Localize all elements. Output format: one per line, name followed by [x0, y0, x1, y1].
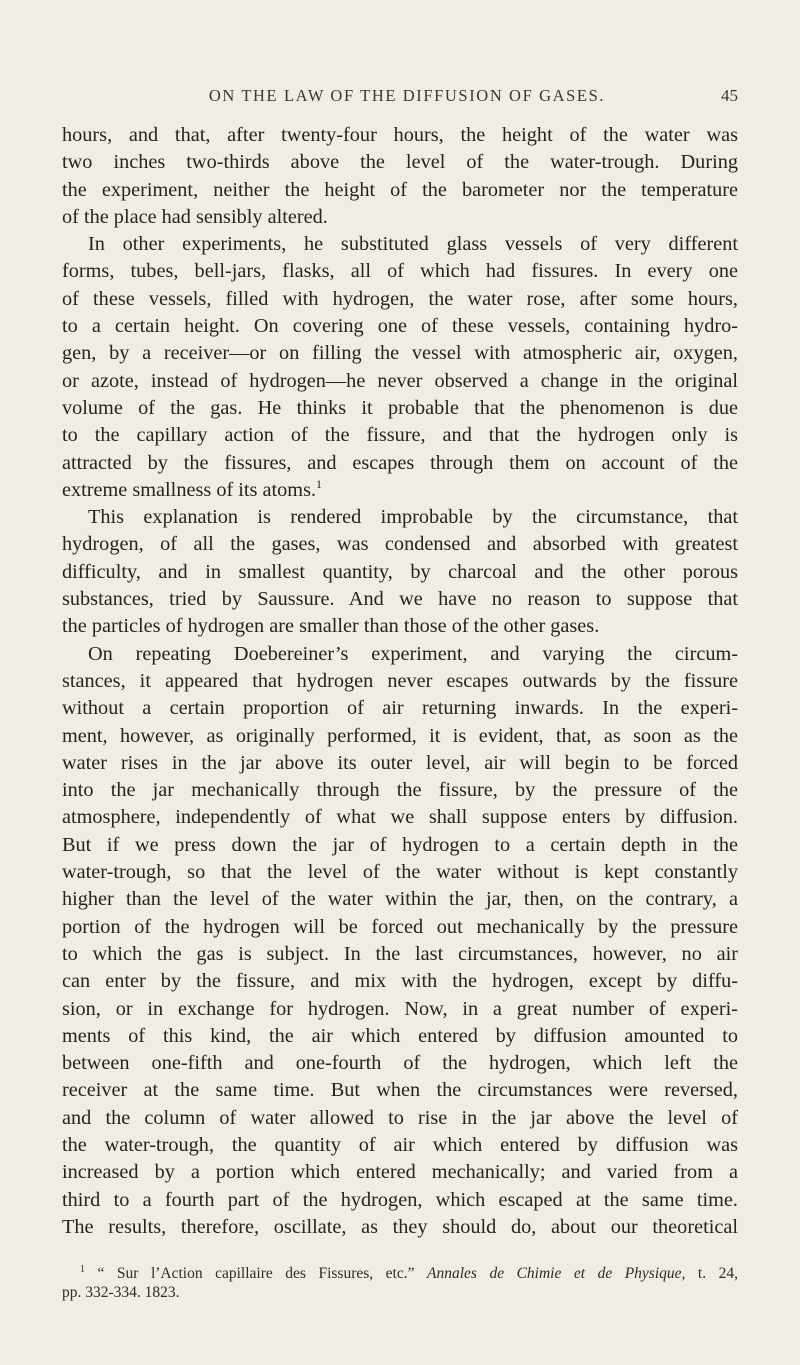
text-line: higher than the level of the water within the jar, then, on the contrary, a — [62, 888, 738, 911]
text-line: into the jar mechanically through the fissure, by the pressure of the — [62, 779, 738, 802]
text-line: atmosphere, independently of what we shall suppose enters by diffusion. — [62, 806, 738, 829]
footnote — [62, 1264, 738, 1302]
text-line: ments of this kind, the air which entered by diffusion amounted to — [62, 1024, 738, 1047]
text-line: The results, therefore, oscillate, as they should do, about our theoretical — [62, 1215, 738, 1238]
text-line: the particles of hydrogen are smaller than those of the other gases. — [62, 615, 600, 638]
text-line: In other experiments, he substituted glass vessels of very different — [88, 233, 738, 256]
text-line: hours, and that, after twenty-four hours, the height of the water was — [62, 124, 738, 146]
text-line: portion of the hydrogen will be forced out mechanically by the pressure — [62, 915, 738, 938]
text-line: volume of the gas. He thinks it probable that the phenomenon is due — [62, 396, 738, 419]
text-line: forms, tubes, bell-jars, flasks, all of which had fissures. In every one — [62, 260, 738, 283]
text-line: of the place had sensibly altered. — [62, 205, 328, 228]
text-line: to the capillary action of the fissure, and that the hydrogen only is — [62, 424, 738, 447]
text-line: water rises in the jar above its outer level, air will begin to be forced — [62, 751, 738, 774]
footnote-citation: “ Sur l’Action capillaire des Fissures, etc.” — [97, 1265, 415, 1282]
text-line: ment, however, as originally performed, it is evident, that, as soon as the — [62, 724, 738, 747]
text-line: stances, it appeared that hydrogen never escapes outwards by the fissure — [62, 669, 738, 692]
text-line: to which the gas is subject. In the last circumstances, however, no air — [62, 942, 738, 965]
text-line: sion, or in exchange for hydrogen. Now, in a great number of experi- — [62, 997, 738, 1020]
footnote-mark: 1 — [80, 1263, 85, 1275]
text-line: two inches two-thirds above the level of the water-trough. During — [62, 151, 738, 174]
page-number: 45 — [721, 86, 738, 105]
text-line: and the column of water allowed to rise in the jar above the level of — [62, 1106, 738, 1129]
text-line: third to a fourth part of the hydrogen, which escaped at the same time. — [62, 1188, 738, 1211]
text-line: hydrogen, of all the gases, was condensed and absorbed with greatest — [62, 533, 738, 556]
text-line — [62, 477, 738, 504]
footnote-line — [62, 1264, 738, 1283]
text-line: On repeating Doebereiner’s experiment, and varying the circum- — [88, 642, 738, 665]
body-text — [62, 122, 738, 1241]
footnote-reference: 1 — [316, 477, 323, 492]
text-line: of these vessels, filled with hydrogen, the water rose, after some hours, — [62, 287, 738, 310]
text-line: or azote, instead of hydrogen—he never observed a change in the original — [62, 369, 738, 392]
running-title: ON THE LAW OF THE DIFFUSION OF GASES. — [208, 86, 606, 105]
text-line: the water-trough, the quantity of air which entered by diffusion was — [62, 1133, 738, 1156]
text-line: difficulty, and in smallest quantity, by charcoal and the other porous — [62, 560, 738, 583]
text-line-content: extreme smallness of its atoms. — [62, 478, 317, 501]
text-line: without a certain proportion of air returning inwards. In the experi- — [62, 697, 738, 720]
text-line: But if we press down the jar of hydrogen to a certain depth in the — [62, 833, 738, 856]
text-line: substances, tried by Saussure. And we have no reason to suppose that — [62, 588, 738, 611]
text-line: to a certain height. On covering one of these vessels, containing hydro- — [62, 315, 738, 338]
text-line: water-trough, so that the level of the water without is kept constantly — [62, 861, 738, 884]
text-line: gen, by a receiver—or on filling the vessel with atmospheric air, oxygen, — [62, 342, 738, 365]
footnote-line: pp. 332-334. 1823. — [62, 1284, 180, 1301]
footnote-journal: Annales de Chimie et de Physique, — [427, 1265, 686, 1282]
text-line: the experiment, neither the height of the barometer nor the temperature — [62, 178, 738, 201]
text-line: can enter by the fissure, and mix with the hydrogen, except by diffu- — [62, 970, 738, 993]
text-line: This explanation is rendered improbable by the circumstance, that — [88, 506, 738, 529]
footnote-volume: t. 24, — [697, 1265, 738, 1282]
text-line: receiver at the same time. But when the circumstances were reversed, — [62, 1079, 738, 1102]
text-line: between one-fifth and one-fourth of the hydrogen, which left the — [62, 1052, 738, 1075]
text-line: attracted by the fissures, and escapes through them on account of the — [62, 451, 738, 474]
text-line: increased by a portion which entered mechanically; and varied from a — [62, 1161, 738, 1184]
